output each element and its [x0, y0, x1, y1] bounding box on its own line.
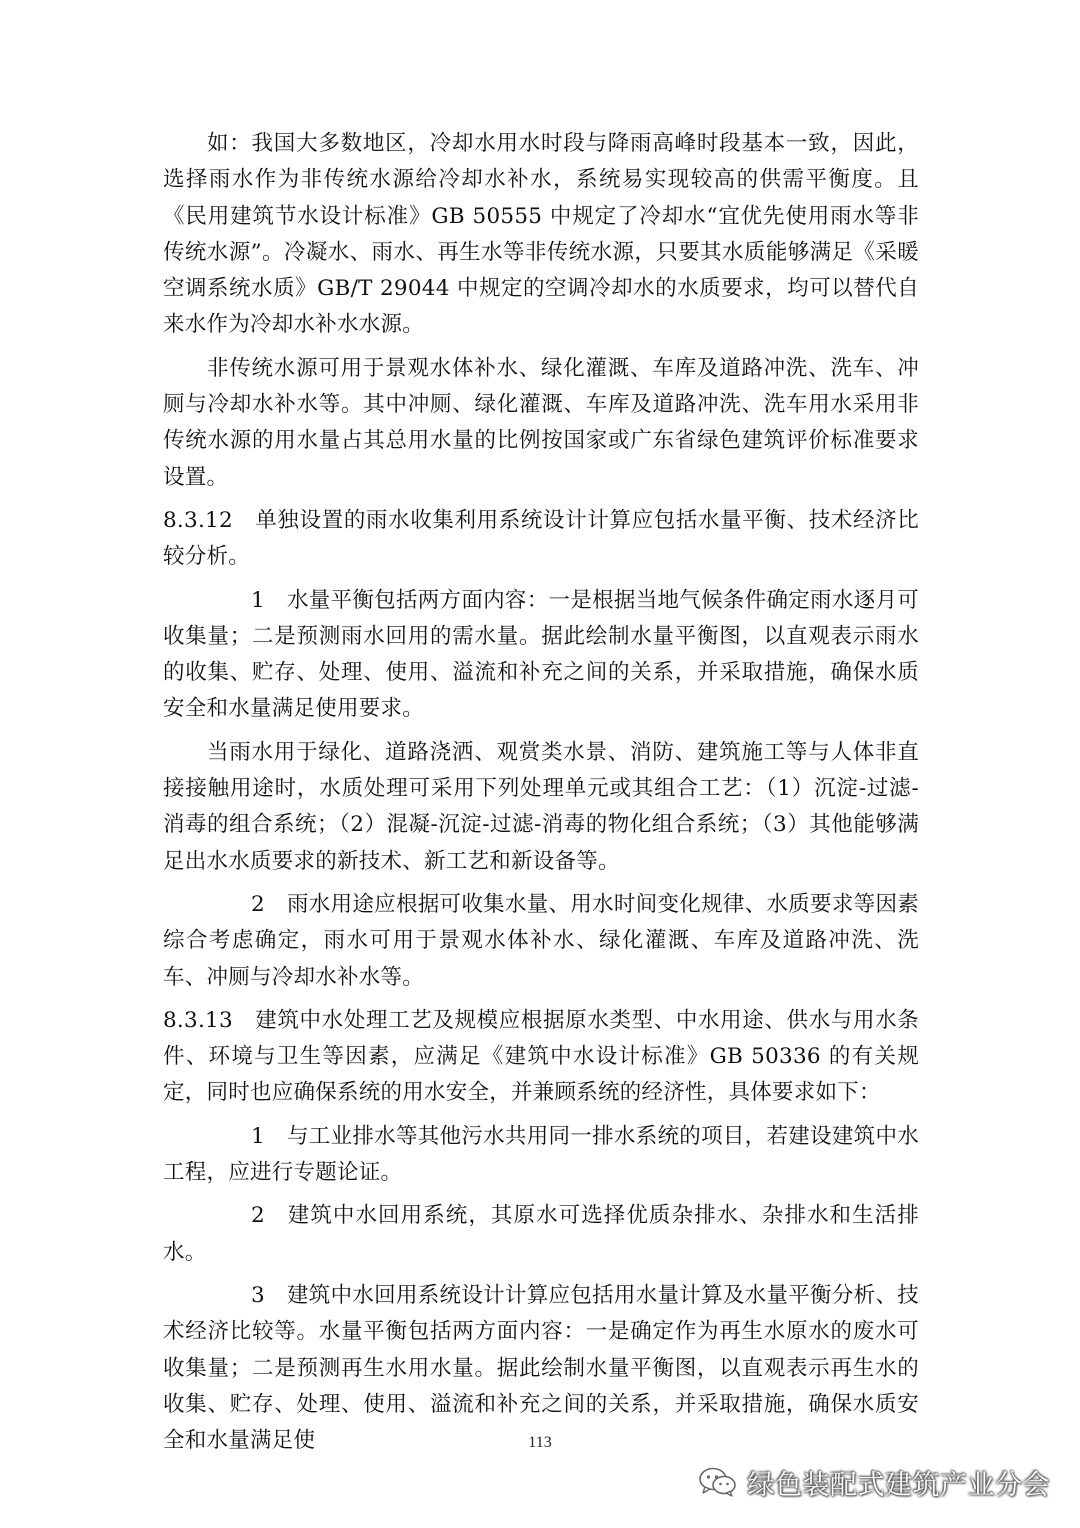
clause-text: 建筑中水处理工艺及规模应根据原水类型、中水用途、供水与用水条件、环境与卫生等因素，应满足《建筑中水设计标准》GB 50336 的有关规定，同时也应确保系统的用水安全，并兼顾系统的经济性，具体要求如下： [163, 1007, 919, 1106]
wechat-icon [698, 1466, 738, 1498]
clause-8-3-13-item-2 [163, 1198, 919, 1271]
item-text: 雨水用途应根据可收集水量、用水时间变化规律、水质要求等因素综合考虑确定，雨水可用于景观水体补水、绿化灌溉、车库及道路冲洗、洗车、冲厕与冷却水补水等。 [163, 891, 919, 990]
item-number: 2 [251, 1203, 265, 1229]
body-text [163, 126, 919, 1466]
clause-8-3-13 [163, 1003, 919, 1112]
clause-8-3-13-item-3 [163, 1278, 919, 1459]
paragraph-text: 当雨水用于绿化、道路浇洒、观赏类水景、消防、建筑施工等与人体非直接接触用途时，水质处理可采用下列处理单元或其组合工艺：（1）沉淀-过滤-消毒的组合系统；（2）混凝-沉淀-过滤-消毒的物化组合系统；（3）其他能够满足出水水质要求的新技术、新工艺和新设备等。 [163, 739, 919, 874]
item-text: 建筑中水回用系统，其原水可选择优质杂排水、杂排水和生活排水。 [163, 1203, 919, 1265]
item-number: 2 [251, 891, 265, 917]
clause-number: 8.3.13 [163, 1007, 233, 1033]
page-number: 113 [528, 1434, 552, 1451]
clause-number: 8.3.12 [163, 507, 233, 533]
wechat-watermark [698, 1462, 1051, 1502]
clause-8-3-13-item-1 [163, 1119, 919, 1192]
paragraph-rainwater-treatment [163, 735, 919, 880]
clause-text: 单独设置的雨水收集利用系统设计计算应包括水量平衡、技术经济比较分析。 [163, 507, 919, 570]
paragraph-non-traditional-uses [163, 351, 919, 496]
clause-8-3-12-item-2 [163, 887, 919, 996]
watermark-text: 绿色装配式建筑产业分会 [747, 1469, 1050, 1501]
item-text: 与工业排水等其他污水共用同一排水系统的项目，若建设建筑中水工程，应进行专题论证。 [163, 1123, 919, 1186]
item-text: 水量平衡包括两方面内容：一是根据当地气候条件确定雨水逐月可收集量；二是预测雨水回用的需水量。据此绘制水量平衡图，以直观表示雨水的收集、贮存、处理、使用、溢流和补充之间的关系，并采取措施，确保水质安全和水量满足使用要求。 [163, 587, 919, 722]
paragraph-text: 如：我国大多数地区，冷却水用水时段与降雨高峰时段基本一致，因此，选择雨水作为非传统水源给冷却水补水，系统易实现较高的供需平衡度。且《民用建筑节水设计标准》GB 50555 中规定了冷却水“宜优先使用雨水等非传统水源”。冷凝水、雨水、再生水等非传统水源，只要其水质能够满足《采暖空调系统水质》GB/T 29044 中规定的空调冷却水的水质要求，均可以替代自来水作为冷却水补水水源。 [163, 131, 919, 338]
clause-8-3-12 [163, 503, 919, 576]
paragraph-cooling-water-example [163, 126, 919, 344]
clause-8-3-12-item-1 [163, 583, 919, 728]
item-number: 1 [251, 587, 265, 613]
item-text: 建筑中水回用系统设计计算应包括用水量计算及水量平衡分析、技术经济比较等。水量平衡包括两方面内容：一是确定作为再生水原水的废水可收集量；二是预测再生水用水量。据此绘制水量平衡图，以直观表示再生水的收集、贮存、处理、使用、溢流和补充之间的关系，并采取措施，确保水质安全和水量满足使 [163, 1282, 919, 1454]
item-number: 1 [251, 1123, 265, 1149]
item-number: 3 [251, 1282, 265, 1308]
paragraph-text: 非传统水源可用于景观水体补水、绿化灌溉、车库及道路冲洗、洗车、冲厕与冷却水补水等。其中冲厕、绿化灌溉、车库及道路冲洗、洗车用水采用非传统水源的用水量占其总用水量的比例按国家或广东省绿色建筑评价标准要求设置。 [163, 355, 919, 490]
